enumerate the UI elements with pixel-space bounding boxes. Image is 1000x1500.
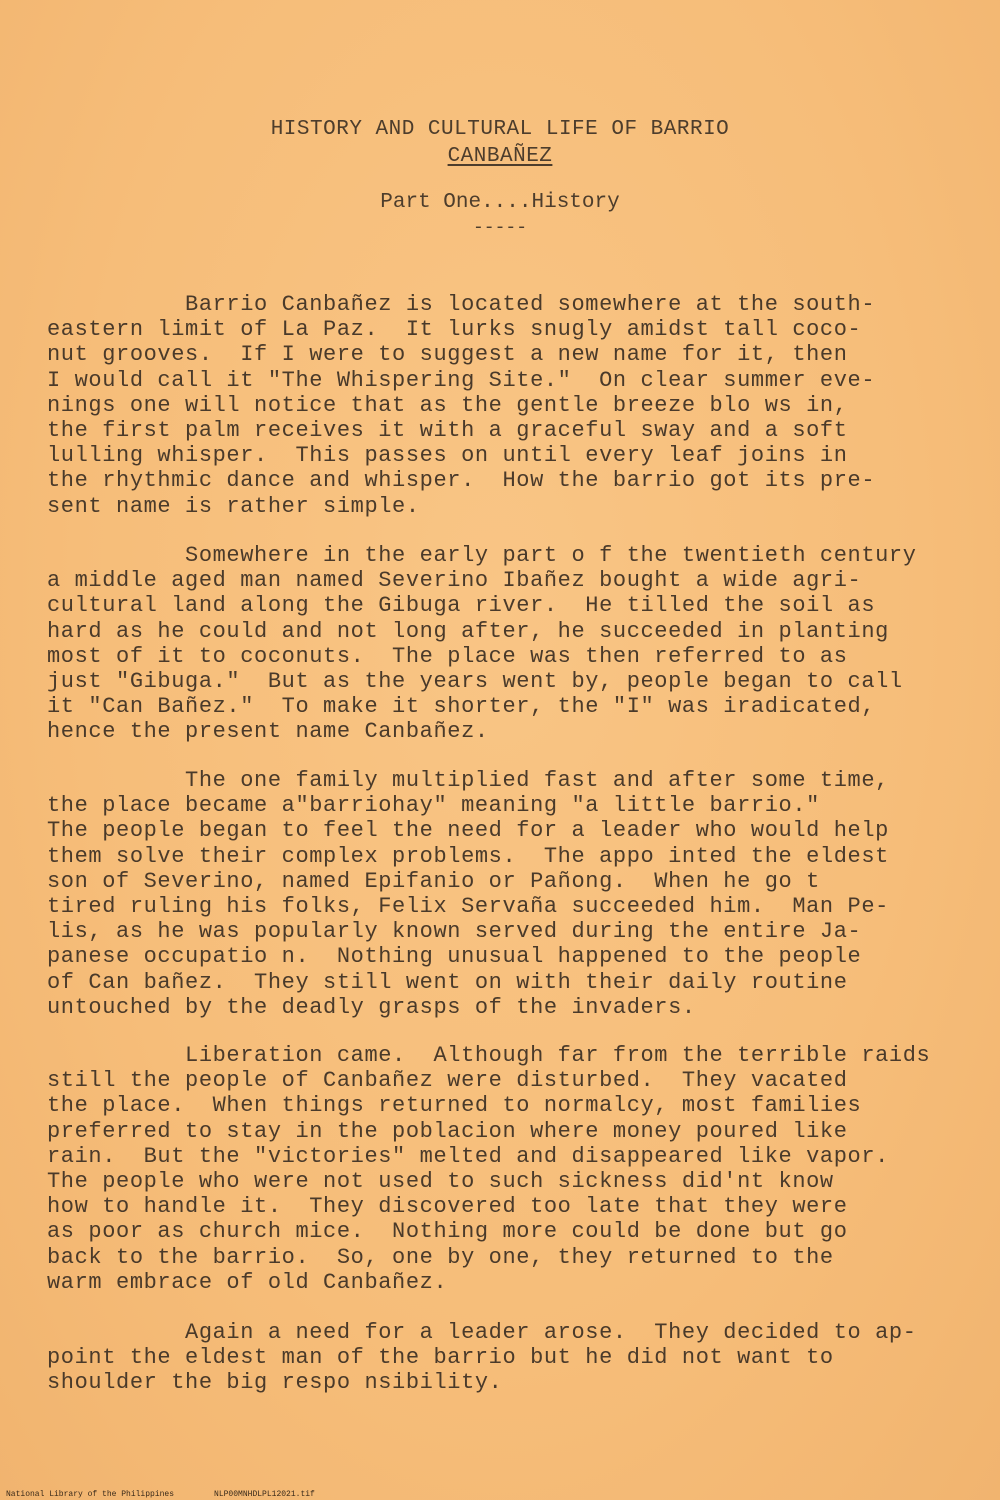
text-line: still the people of Canbañez were disturbed. They vacated: [47, 1068, 848, 1094]
text-line: nings one will notice that as the gentle breeze blo ws in,: [47, 392, 848, 418]
text-line: most of it to coconuts. The place was then referred to as: [47, 643, 848, 669]
text-line: panese occupatio n. Nothing unusual happened to the people: [47, 944, 862, 970]
part-heading: Part One....History: [380, 191, 620, 214]
text-line: tired ruling his folks, Felix Servaña succeeded him. Man Pe-: [47, 894, 889, 920]
text-line: of Can bañez. They still went on with their daily routine: [47, 969, 848, 995]
footer-library: National Library of the Philippines: [6, 1490, 175, 1499]
text-line: a middle aged man named Severino Ibañez bought a wide agri-: [47, 568, 862, 594]
title-barrio-name: CANBAÑEZ: [447, 145, 553, 168]
text-line: back to the barrio. So, one by one, they returned to the: [47, 1244, 834, 1270]
paragraph-1: [47, 292, 977, 519]
document-title: [0, 116, 1000, 170]
footer-filename: NLP00MNHDLPL12021.tif: [214, 1490, 315, 1499]
text-line: sent name is rather simple.: [47, 493, 420, 519]
text-line: hard as he could and not long after, he succeeded in planting: [47, 618, 889, 644]
text-line: preferred to stay in the poblacion where money poured like: [47, 1118, 848, 1144]
text-line: Somewhere in the early part o f the twentieth century: [47, 543, 917, 568]
text-line: shoulder the big respo nsibility.: [47, 1370, 503, 1396]
text-line: I would call it "The Whispering Site." On clear summer eve-: [47, 367, 876, 393]
text-line: The one family multiplied fast and after some time,: [47, 768, 889, 793]
text-line: point the eldest man of the barrio but he did not want to: [47, 1345, 834, 1371]
text-line: it "Can Bañez." To make it shorter, the "I" was iradicated,: [47, 694, 876, 720]
text-line: the place. When things returned to normalcy, most families: [47, 1093, 862, 1119]
title-line-2: [0, 143, 1000, 170]
text-line: lulling whisper. This passes on until every leaf joins in: [47, 443, 848, 469]
text-line: the place became a"barriohay" meaning "a little barrio.": [47, 793, 820, 819]
text-line: The people who were not used to such sickness did'nt know: [47, 1169, 834, 1195]
text-line: son of Severino, named Epifanio or Pañong. When he go t: [47, 868, 820, 894]
heading-rule: -----: [472, 218, 527, 238]
scan-footer: [6, 1490, 355, 1499]
text-line: how to handle it. They discovered too late that they were: [47, 1194, 848, 1220]
text-line: Again a need for a leader arose. They decided to ap-: [47, 1320, 917, 1345]
text-line: warm embrace of old Canbañez.: [47, 1269, 448, 1295]
text-line: The people began to feel the need for a leader who would help: [47, 818, 889, 844]
text-line: untouched by the deadly grasps of the invaders.: [47, 994, 696, 1020]
text-line: lis, as he was popularly known served during the entire Ja-: [47, 919, 862, 945]
text-line: the rhythmic dance and whisper. How the barrio got its pre-: [47, 468, 876, 494]
paragraph-2: [47, 543, 977, 745]
text-line: cultural land along the Gibuga river. He tilled the soil as: [47, 593, 876, 619]
text-line: as poor as church mice. Nothing more could be done but go: [47, 1219, 848, 1245]
text-line: the first palm receives it with a graceful sway and a soft: [47, 418, 848, 444]
paragraph-3: [47, 768, 977, 1020]
text-line: hence the present name Canbañez.: [47, 719, 489, 745]
text-line: just "Gibuga." But as the years went by, people began to call: [47, 669, 903, 695]
title-line-1: HISTORY AND CULTURAL LIFE OF BARRIO: [270, 118, 730, 141]
text-line: Barrio Canbañez is located somewhere at the south-: [47, 292, 876, 317]
text-line: them solve their complex problems. The appo inted the eldest: [47, 843, 889, 869]
text-line: nut grooves. If I were to suggest a new name for it, then: [47, 342, 848, 368]
text-line: eastern limit of La Paz. It lurks snugly amidst tall coco-: [47, 317, 862, 343]
text-line: rain. But the "victories" melted and disappeared like vapor.: [47, 1143, 889, 1169]
paragraph-5: [47, 1320, 977, 1396]
text-line: Liberation came. Although far from the terrible raids: [47, 1043, 931, 1068]
paragraph-4: [47, 1043, 977, 1295]
